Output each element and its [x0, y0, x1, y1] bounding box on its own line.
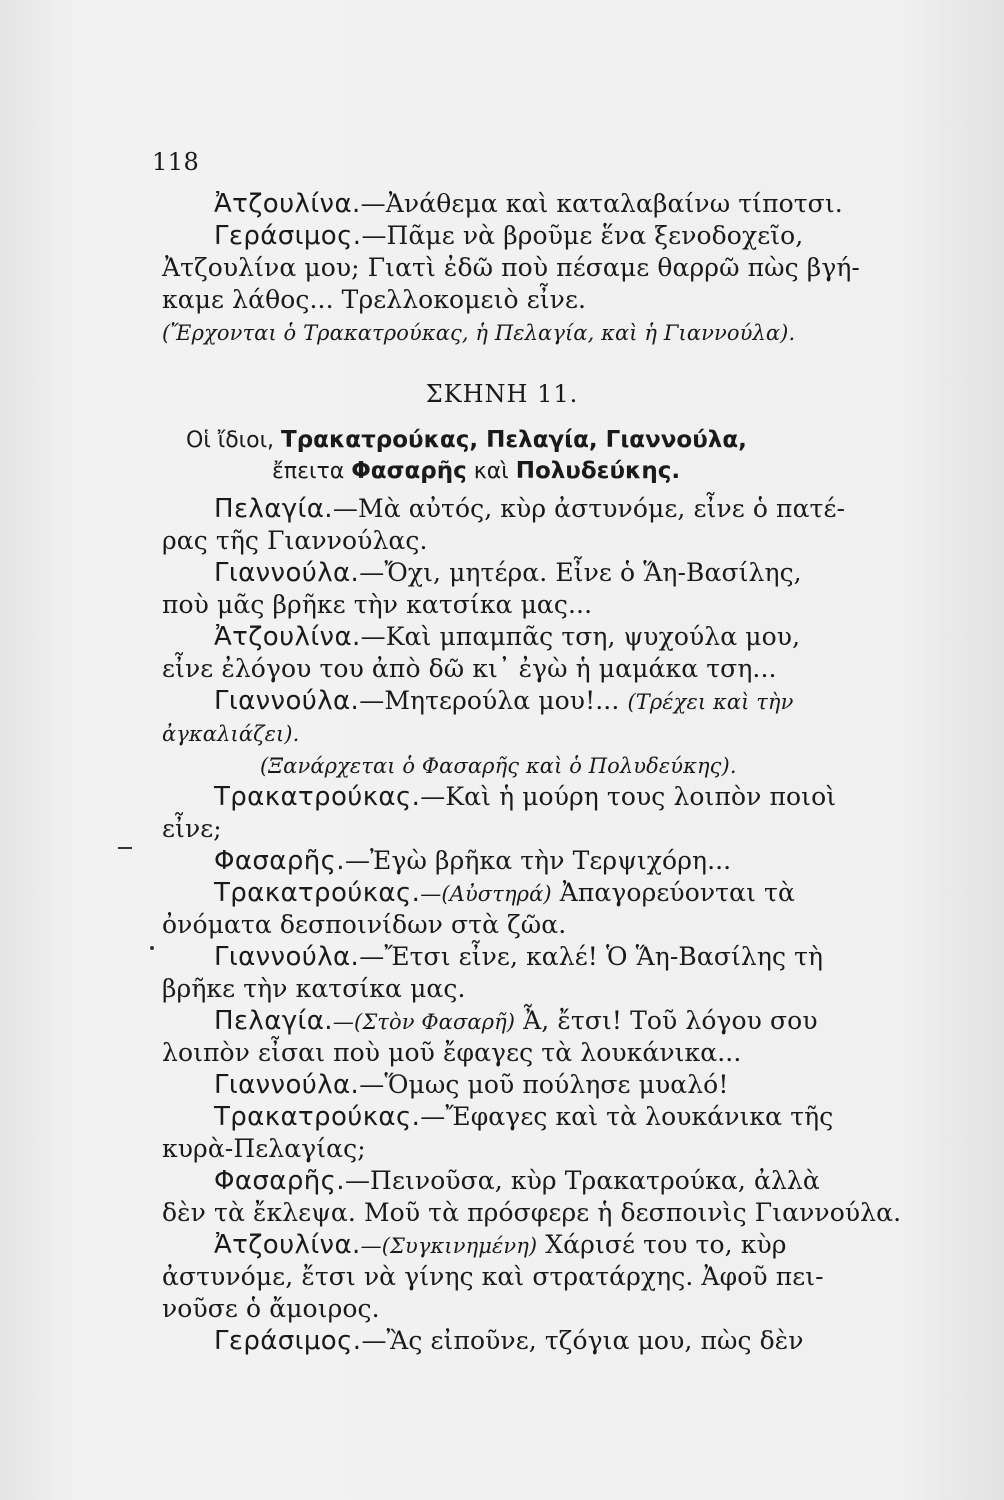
text-line: κυρὰ-Πελαγίας; [162, 1134, 366, 1163]
dialogue-line [162, 621, 894, 653]
cast-then: ἔπειτα [272, 459, 345, 484]
text-line: καμε λάθος... Τρελλοκομειὸ εἶνε. [162, 285, 587, 314]
speech-text: Χάρισέ του το, κὺρ [545, 1230, 787, 1259]
text-line: ἀστυνόμε, ἔτσι νὰ γίνης καὶ στρατάρχης. Ἀφοῦ πει- [162, 1262, 824, 1291]
text-line: εἶνε ἐλόγου του ἀπὸ δῶ κι᾽ ἐγὼ ἡ μαμάκα τση... [162, 654, 777, 683]
dialogue-line [162, 557, 894, 589]
scene-title: ΣΚΗΝΗ 11. [425, 380, 579, 408]
speech-text: —Ὄχι, μητέρα. Εἶνε ὁ Ἅη-Βασίλης, [359, 558, 802, 587]
speaker-name: Φασαρῆς. [214, 846, 345, 876]
speaker-name: Γιαννούλα. [214, 1070, 360, 1100]
speech-text: —Ὅμως μοῦ πούλησε μυαλό! [359, 1070, 729, 1099]
scan-mark [150, 946, 154, 950]
stage-direction-text: —(Συγκινημένη) [360, 1234, 538, 1258]
text-line: δὲν τὰ ἔκλεψα. Μοῦ τὰ πρόσφερε ἡ δεσποινὶς Γιαννούλα. [162, 1198, 902, 1227]
dialogue-line [162, 781, 894, 813]
speech-text: —Ἔτσι εἶνε, καλέ! Ὁ Ἅη-Βασίλης τὴ [359, 942, 824, 971]
text-line: ρας τῆς Γιαννούλας. [162, 526, 428, 555]
speaker-name: Γεράσιμος. [214, 221, 362, 251]
speaker-name: Γιαννούλα. [214, 558, 360, 588]
speaker-name: Ἀτζουλίνα. [214, 1230, 361, 1260]
cast-and: καὶ [473, 459, 509, 484]
dialogue-block-top [162, 188, 894, 348]
speaker-name: Ἀτζουλίνα. [214, 189, 361, 219]
stage-direction [162, 316, 894, 348]
cast-fasaris: Φασαρῆς [351, 458, 467, 484]
speech-text: —Μὰ αὐτός, κὺρ ἀστυνόμε, εἶνε ὁ πατέ- [332, 494, 846, 523]
speaker-name: Πελαγία. [214, 494, 333, 524]
text-line: ποὺ μᾶς βρῆκε τὴν κατσίκα μας... [162, 590, 593, 619]
stage-direction [162, 717, 894, 749]
speaker-name: Γεράσιμος. [214, 1326, 362, 1356]
dialogue-line [162, 845, 894, 877]
dialogue-line [162, 1165, 894, 1197]
speaker-name: Τρακατρούκας. [214, 1102, 421, 1132]
dialogue-line [162, 877, 894, 909]
text-line: Ἀτζουλίνα μου; Γιατὶ ἐδῶ ποὺ πέσαμε θαρρῶ πὼς βγή- [162, 253, 860, 282]
speech-text: —Καὶ ἡ μούρη τους λοιπὸν ποιοὶ [420, 782, 837, 811]
dialogue-line [162, 493, 894, 525]
speech-text: Ἆ, ἔτσι! Τοῦ λόγου σου [523, 1006, 818, 1035]
stage-direction-text: (Ξανάρχεται ὁ Φασαρῆς καὶ ὁ Πολυδεύκης). [260, 754, 737, 778]
speaker-name: Τρακατρούκας. [214, 782, 421, 812]
stage-direction-text: —(Αὐστηρά) [420, 882, 552, 906]
speech-text: —Πᾶμε νὰ βροῦμε ἕνα ξενοδοχεῖο, [361, 221, 804, 250]
dialogue-line [162, 1325, 894, 1357]
text-line: βρῆκε τὴν κατσίκα μας. [162, 974, 466, 1003]
dialogue-line [162, 1069, 894, 1101]
dialogue-line [162, 685, 894, 717]
speaker-name: Πελαγία. [214, 1006, 333, 1036]
cast-prefix: Οἱ ἴδιοι, [186, 428, 274, 453]
speech-text: —Ἀνάθεμα καὶ καταλαβαίνω τίποτσι. [360, 189, 843, 218]
speech-text: —Ἂς εἰποῦνε, τζόγια μου, πὼς δὲν [361, 1326, 804, 1355]
dialogue-line [162, 1005, 894, 1037]
text-line: νοῦσε ὁ ἄμοιρος. [162, 1294, 380, 1323]
speech-text: —Καὶ μπαμπᾶς τση, ψυχούλα μου, [360, 622, 801, 651]
speech-text: —Πεινοῦσα, κὺρ Τρακατρούκα, ἀλλὰ [344, 1166, 820, 1195]
speech-text: —Ἐγὼ βρῆκα τὴν Τερψιχόρη... [344, 846, 732, 875]
stage-direction-text: (Τρέχει καὶ τὴν [627, 690, 794, 714]
stage-direction-text: —(Στὸν Φασαρῆ) [332, 1010, 516, 1034]
cast-main: Τρακατρούκας, Πελαγία, Γιαννούλα, [281, 427, 747, 453]
speaker-name: Φασαρῆς. [214, 1166, 345, 1196]
speech-text: Ἀπαγορεύονται τὰ [559, 878, 795, 907]
text-line: ὀνόματα δεσποινίδων στὰ ζῶα. [162, 910, 567, 939]
dialogue-line [162, 941, 894, 973]
speech-text: —Μητερούλα μου!... [359, 686, 620, 715]
text-line: λοιπὸν εἶσαι ποὺ μοῦ ἔφαγες τὰ λουκάνικα... [162, 1038, 742, 1067]
cast-polydeukis: Πολυδεύκης. [515, 458, 681, 484]
speaker-name: Τρακατρούκας. [214, 878, 421, 908]
speaker-name: Γιαννούλα. [214, 942, 360, 972]
stage-direction-text: (Ἔρχονται ὁ Τρακατρούκας, ἡ Πελαγία, καὶ ἡ Γιαννούλα). [162, 321, 796, 345]
scan-mark [118, 847, 132, 849]
scene-cast [186, 425, 906, 487]
dialogue-line [162, 220, 894, 252]
stage-direction-text: ἀγκαλιάζει). [162, 722, 300, 746]
cast-line-2 [186, 456, 906, 487]
page-number: 118 [152, 148, 200, 176]
speech-text: —Ἔφαγες καὶ τὰ λουκάνικα τῆς [420, 1102, 834, 1131]
dialogue-line [162, 188, 894, 220]
dialogue-block-main [162, 493, 902, 1357]
dialogue-line [162, 1229, 894, 1261]
speaker-name: Γιαννούλα. [214, 686, 360, 716]
speaker-name: Ἀτζουλίνα. [214, 622, 361, 652]
dialogue-line [162, 1101, 894, 1133]
stage-direction [162, 749, 894, 781]
text-line: εἶνε; [162, 814, 222, 843]
